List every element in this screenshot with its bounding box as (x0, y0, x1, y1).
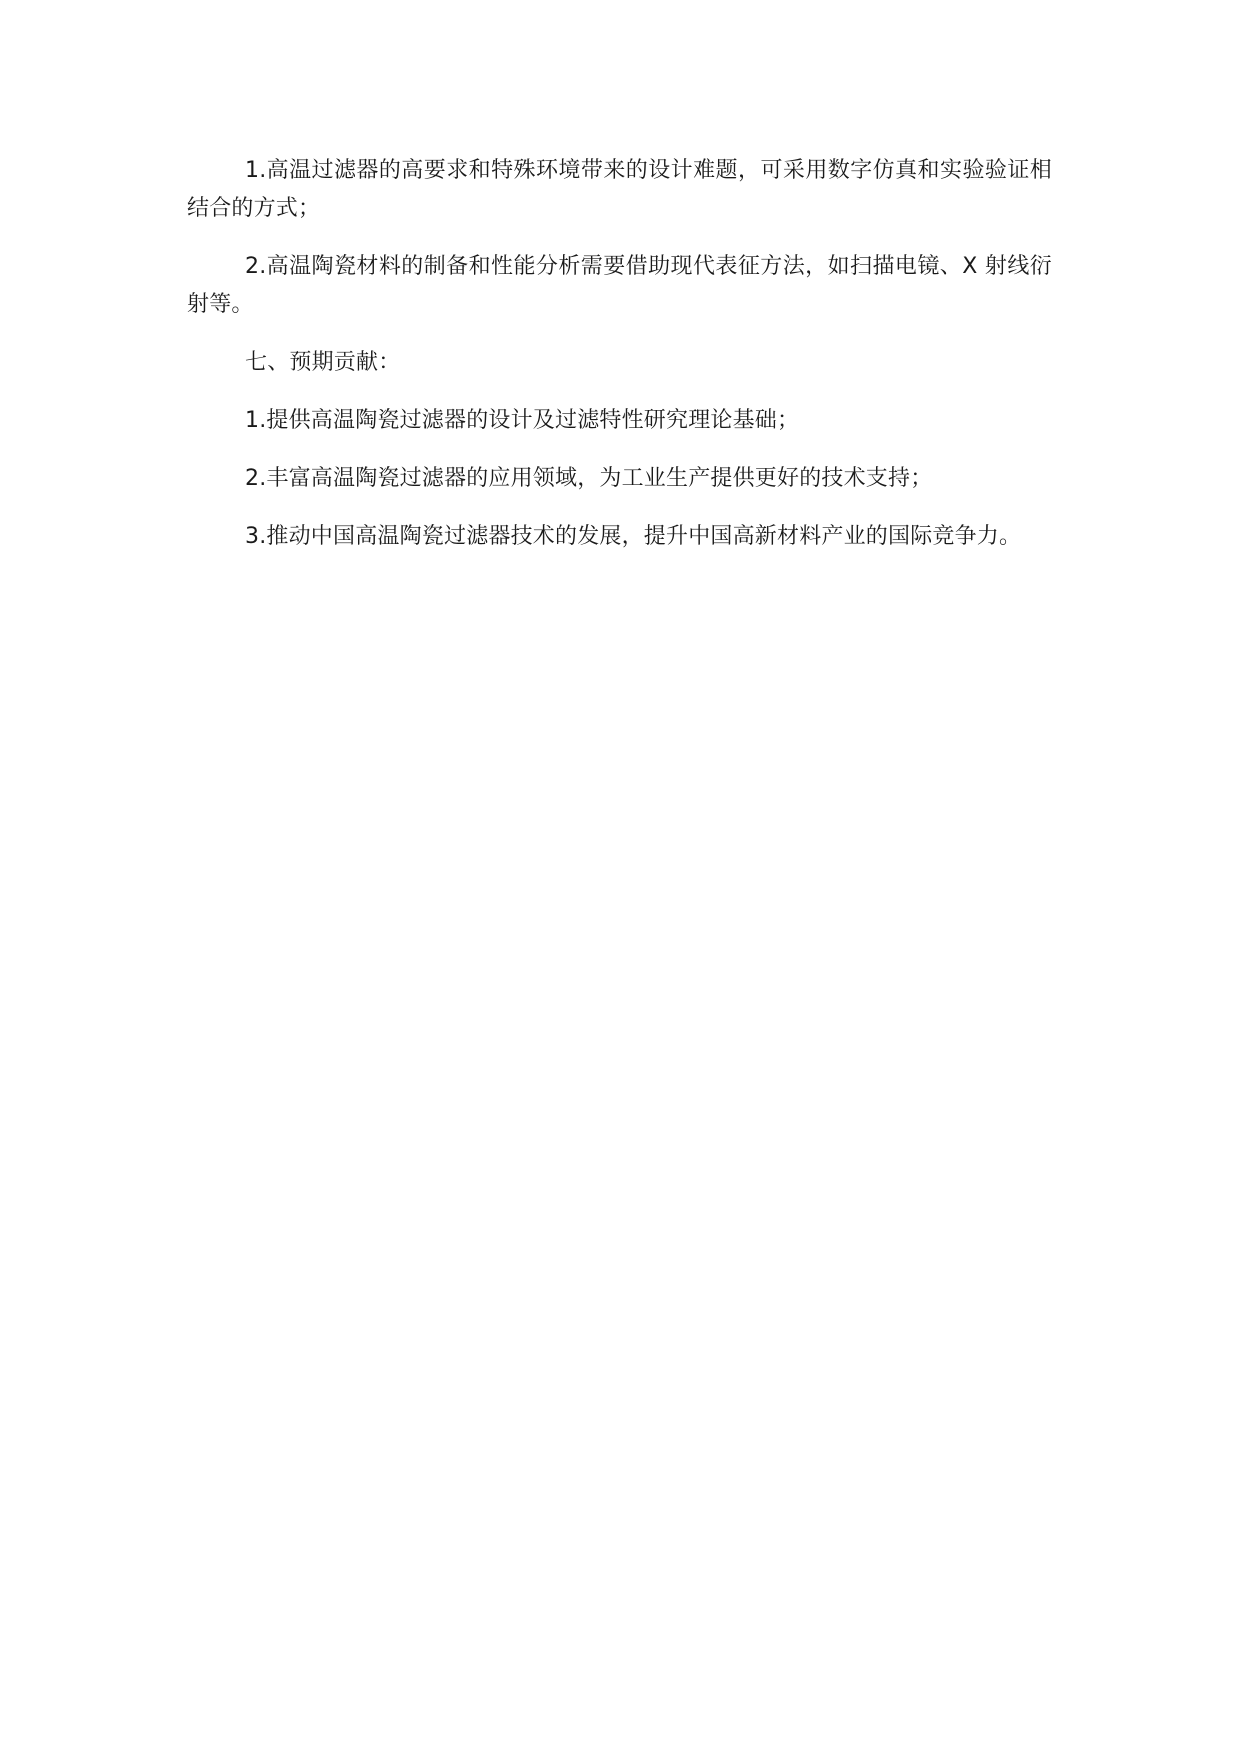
list-item-contribution-1: 1.提供高温陶瓷过滤器的设计及过滤特性研究理论基础； (245, 408, 800, 433)
paragraph-design-difficulty: 1.高温过滤器的高要求和特殊环境带来的设计难题，可采用数字仿真和实验验证相结合的方式； (187, 158, 1052, 221)
list-item-contribution-2: 2.丰富高温陶瓷过滤器的应用领域，为工业生产提供更好的技术支持； (245, 466, 933, 491)
list-item-contribution-3: 3.推动中国高温陶瓷过滤器技术的发展，提升中国高新材料产业的国际竞争力。 (245, 524, 1022, 549)
section-heading-expected-contributions: 七、预期贡献： (245, 350, 401, 375)
paragraph-characterization-methods: 2.高温陶瓷材料的制备和性能分析需要借助现代表征方法，如扫描电镜、X 射线衍射等。 (187, 254, 1052, 317)
document-body (187, 152, 1052, 576)
